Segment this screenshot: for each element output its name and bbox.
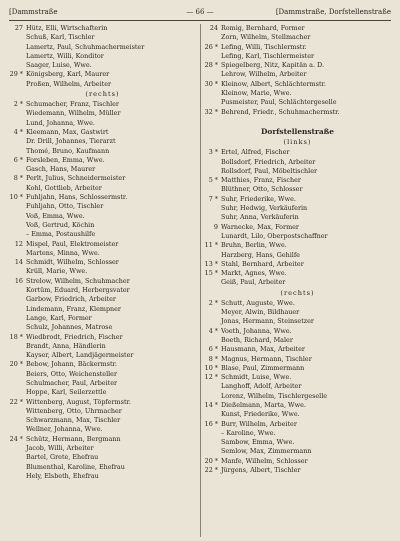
resident-text: Spiegelberg, Nitz, Kapitän a. D. bbox=[221, 61, 324, 70]
left-column bbox=[9, 24, 196, 537]
directory-entry bbox=[204, 327, 391, 336]
house-number: 5 * bbox=[208, 176, 218, 185]
resident-text: Romig, Bernhard, Former bbox=[221, 24, 305, 32]
directory-entry: Sambow, Emma, Wwe. bbox=[221, 438, 295, 447]
house-number: 28 * bbox=[204, 61, 218, 70]
directory-entry: Thomé, Bruno, Kaufmann bbox=[26, 146, 110, 155]
resident-text: Stahl, Bernhard, Arbeiter bbox=[221, 259, 304, 268]
house-number: 22 * bbox=[204, 466, 218, 475]
directory-entry: Wittenberg, Otto, Uhrmacher bbox=[26, 406, 122, 415]
house-number: 29 * bbox=[9, 70, 23, 79]
house-number: 20 * bbox=[9, 360, 23, 369]
directory-entry: Meyer, Alwin, Bildhauer bbox=[221, 308, 300, 317]
resident-text: Behrend, Friedr., Schuhmachermstr. bbox=[221, 107, 340, 116]
page-header bbox=[9, 6, 391, 19]
directory-entry: – Emma, Postaushilfe bbox=[26, 230, 96, 239]
directory-entry: Fuhljahn, Otto, Tischler bbox=[26, 202, 104, 211]
house-number: 6 * bbox=[13, 155, 23, 164]
directory-entry: Semlow, Max, Zimmermann bbox=[221, 447, 312, 456]
directory-entry: Jacob, Willi, Arbeiter bbox=[26, 444, 94, 453]
resident-text: Schütz, Hermann, Bergmann bbox=[26, 434, 121, 443]
house-number: 11 * bbox=[204, 241, 218, 250]
page-number: — 66 — bbox=[186, 8, 214, 16]
resident-text: Wittenberg, August, Töpfermstr. bbox=[26, 397, 131, 406]
directory-entry: Krüll, Marie, Wwe. bbox=[26, 267, 88, 276]
directory-entry bbox=[204, 148, 391, 157]
resident-text: Dießelmann, Marta, Wwe. bbox=[221, 400, 306, 409]
resident-text: Kleemann, Max, Gastwirt bbox=[26, 127, 109, 136]
resident-text: Hütz, Elli, Wirtschafterin bbox=[26, 24, 108, 32]
house-number: 6 * bbox=[208, 345, 218, 354]
house-number: 3 * bbox=[208, 148, 218, 157]
directory-entry bbox=[204, 108, 391, 117]
directory-entry: – Karoline, Wwe. bbox=[221, 428, 276, 437]
directory-entry: Harzberg, Hans, Gehilfe bbox=[221, 250, 300, 259]
directory-entry bbox=[204, 223, 391, 232]
directory-entry bbox=[9, 193, 196, 202]
directory-entry: Martens, Minna, Wwe. bbox=[26, 248, 100, 257]
resident-text: Schumacher, Franz, Tischler bbox=[26, 100, 119, 109]
spacer bbox=[204, 117, 391, 126]
resident-text: Forsleben, Emma, Wwe. bbox=[26, 155, 105, 164]
resident-text: Bebow, Johann, Bäckermstr. bbox=[26, 360, 117, 369]
directory-entry: Langhoff, Adolf, Arbeiter bbox=[221, 382, 302, 391]
house-number: 18 * bbox=[9, 332, 23, 341]
resident-text: Matthies, Franz, Fischer bbox=[221, 176, 301, 185]
header-rule bbox=[9, 20, 391, 21]
directory-entry: Hoppe, Karl, Seilerzettle bbox=[26, 388, 107, 397]
resident-text: Voeth, Johanna, Wwe. bbox=[221, 326, 292, 335]
directory-entry bbox=[204, 457, 391, 466]
directory-entry: Pusmeister, Paul, Schlächtergeselle bbox=[221, 98, 337, 107]
directory-entry: Bartel, Grete, Ehefrau bbox=[26, 453, 99, 462]
resident-text: Kleinow, Albert, Schlächtermstr. bbox=[221, 79, 326, 88]
directory-entry bbox=[9, 333, 196, 342]
columns bbox=[9, 24, 391, 537]
directory-entry: Kleinow, Marie, Wwe. bbox=[221, 89, 292, 98]
directory-entry: Garbow, Friedrich, Arbeiter bbox=[26, 295, 116, 304]
directory-entry bbox=[204, 43, 391, 52]
resident-text: Suhr, Friederike, Wwe. bbox=[221, 194, 296, 203]
directory-entry: Lund, Johanna, Wwe. bbox=[26, 118, 95, 127]
house-number: 2 * bbox=[208, 298, 218, 307]
street-heading: Dorfstellenstraße bbox=[261, 127, 334, 137]
house-number: 10 * bbox=[9, 193, 23, 202]
directory-entry: Saager, Luise, Wwe. bbox=[26, 61, 92, 70]
directory-entry: Schulmacher, Paul, Arbeiter bbox=[26, 378, 118, 387]
header-left: [Dammstraße bbox=[9, 8, 58, 16]
house-number: 30 * bbox=[204, 79, 218, 88]
directory-entry: Lorenz, Wilhelm, Tischlergeselle bbox=[221, 391, 328, 400]
directory-entry bbox=[204, 195, 391, 204]
directory-entry: Boeth, Richard, Maler bbox=[221, 335, 293, 344]
house-number: 20 * bbox=[204, 456, 218, 465]
resident-text: Hausmann, Max, Arbeiter bbox=[221, 345, 305, 354]
directory-entry bbox=[204, 355, 391, 364]
directory-entry bbox=[204, 364, 391, 373]
directory-entry bbox=[9, 398, 196, 407]
resident-text: Markt, Agnes, Wwe. bbox=[221, 269, 287, 278]
directory-entry: Schwarzmann, Max, Tischler bbox=[26, 416, 121, 425]
resident-text: Lefing, Willi, Tischlermstr. bbox=[221, 42, 307, 51]
resident-text: Mispel, Paul, Elektromeister bbox=[26, 239, 119, 248]
house-number: 26 * bbox=[204, 42, 218, 51]
house-number: 12 * bbox=[204, 373, 218, 382]
house-number: 9 bbox=[213, 222, 218, 231]
directory-entry: Lamertz, Paul, Schuhmachermeister bbox=[26, 42, 145, 51]
directory-entry: Lange, Karl, Former bbox=[26, 313, 92, 322]
directory-entry: Lehrow, Wilhelm, Arbeiter bbox=[221, 70, 307, 79]
directory-entry: Schuß, Karl, Tischler bbox=[26, 33, 95, 42]
directory-entry: Suhr, Anna, Verkäuferin bbox=[221, 213, 299, 222]
directory-entry: Kohl, Gottlieb, Arbeiter bbox=[26, 183, 102, 192]
house-number: 2 * bbox=[13, 100, 23, 109]
directory-entry: Bollsdorf, Friedrich, Arbeiter bbox=[221, 157, 316, 166]
house-number: 4 * bbox=[208, 326, 218, 335]
resident-text: Bruhn, Berlin, Wwe. bbox=[221, 241, 287, 250]
directory-entry: Geiß, Paul, Arbeiter bbox=[221, 278, 286, 287]
directory-entry: Blumenthal, Karoline, Ehefrau bbox=[26, 462, 125, 471]
side-heading: (rechts) bbox=[85, 90, 120, 99]
directory-entry: Voß, Gertrud, Köchin bbox=[26, 220, 95, 229]
directory-entry: Voß, Emma, Wwe. bbox=[26, 211, 85, 220]
directory-entry bbox=[204, 269, 391, 278]
house-number: 13 * bbox=[204, 259, 218, 268]
directory-entry bbox=[204, 80, 391, 89]
directory-entry bbox=[9, 24, 196, 33]
directory-entry bbox=[204, 260, 391, 269]
side-heading: (rechts) bbox=[280, 288, 315, 297]
directory-entry bbox=[9, 258, 196, 267]
directory-entry bbox=[204, 176, 391, 185]
directory-entry bbox=[9, 70, 196, 79]
directory-entry: Lindemann, Franz, Klempner bbox=[26, 304, 121, 313]
directory-entry bbox=[204, 373, 391, 382]
house-number: 14 bbox=[14, 258, 23, 267]
directory-entry: Wellner, Johanna, Wwe. bbox=[26, 425, 103, 434]
directory-entry: Gasch, Hans, Maurer bbox=[26, 165, 96, 174]
directory-entry: Wiedemann, Wilhelm, Müller bbox=[26, 109, 121, 118]
house-number: 8 * bbox=[13, 174, 23, 183]
directory-entry: Rollsdorf, Paul, Möbeltischler bbox=[221, 166, 318, 175]
directory-entry bbox=[9, 277, 196, 286]
house-number: 16 * bbox=[204, 419, 218, 428]
resident-text: Wiedbrodt, Friedrich, Fischer bbox=[26, 332, 123, 341]
directory-entry: Jonas, Hermann, Steinsetzer bbox=[221, 317, 314, 326]
resident-text: Burr, Wilhelm, Arbeiter bbox=[221, 419, 297, 428]
house-number: 27 bbox=[14, 24, 23, 32]
house-number: 15 * bbox=[204, 269, 218, 278]
house-number: 8 * bbox=[208, 354, 218, 363]
resident-text: Schmidt, Wilhelm, Schlosser bbox=[26, 258, 119, 267]
directory-entry: Dr. Drill, Johannes, Tierarzt bbox=[26, 137, 116, 146]
house-number: 32 * bbox=[204, 107, 218, 116]
resident-text: Strelow, Wilhelm, Schuhmacher bbox=[26, 276, 130, 285]
directory-entry: Suhr, Hedwig, Verkäuferin bbox=[221, 204, 308, 213]
directory-entry bbox=[204, 345, 391, 354]
resident-text: Schutt, Auguste, Wwe. bbox=[221, 298, 295, 307]
directory-entry bbox=[204, 24, 391, 33]
directory-entry bbox=[9, 156, 196, 165]
side-heading: (links) bbox=[283, 138, 312, 147]
column-divider bbox=[200, 24, 201, 537]
directory-entry bbox=[9, 100, 196, 109]
resident-text: Blase, Paul, Zimmermann bbox=[221, 363, 305, 372]
directory-entry bbox=[9, 174, 196, 183]
directory-entry: Hely, Elsbeth, Ehefrau bbox=[26, 471, 99, 480]
resident-text: Magnus, Hermann, Tischler bbox=[221, 354, 312, 363]
directory-entry: Zorn, Wilhelm, Stellmacher bbox=[221, 33, 311, 42]
directory-entry: Schulz, Johannes, Matrose bbox=[26, 323, 113, 332]
directory-entry bbox=[204, 401, 391, 410]
resident-text: Ertel, Alfred, Fischer bbox=[221, 148, 290, 157]
resident-text: Warnecke, Max, Former bbox=[221, 222, 299, 231]
directory-entry bbox=[9, 240, 196, 249]
resident-text: Fuhljahn, Hans, Schlossermstr. bbox=[26, 193, 128, 202]
directory-entry bbox=[9, 128, 196, 137]
house-number: 24 * bbox=[9, 434, 23, 443]
directory-entry bbox=[204, 466, 391, 475]
header-right: [Dammstraße, Dorfstellenstraße bbox=[275, 8, 391, 16]
house-number: 14 * bbox=[204, 400, 218, 409]
house-number: 7 * bbox=[208, 194, 218, 203]
house-number: 4 * bbox=[13, 127, 23, 136]
house-number: 16 bbox=[14, 276, 23, 285]
directory-entry bbox=[204, 241, 391, 250]
directory-entry: Kunst, Friederike, Wwe. bbox=[221, 410, 300, 419]
directory-entry: Lefing, Karl, Tischlermeister bbox=[221, 51, 315, 60]
directory-entry bbox=[204, 61, 391, 70]
directory-entry bbox=[204, 420, 391, 429]
directory-entry: Proßen, Wilhelm, Arbeiter bbox=[26, 79, 112, 88]
resident-text: Schmidt, Luise, Wwe. bbox=[221, 373, 292, 382]
directory-entry: Kayser, Albert, Landjägermeister bbox=[26, 351, 134, 360]
directory-entry bbox=[204, 299, 391, 308]
resident-text: Jürgens, Albert, Tischler bbox=[221, 466, 301, 475]
directory-entry: Lunardt, Lilo, Oberpostschaffner bbox=[221, 231, 328, 240]
directory-entry bbox=[9, 435, 196, 444]
directory-entry: Brandt, Anna, Händlerin bbox=[26, 341, 106, 350]
house-number: 22 * bbox=[9, 397, 23, 406]
directory-entry: Beiers, Otto, Weichensteller bbox=[26, 369, 118, 378]
directory-entry: Kortüm, Eduard, Herbergsvater bbox=[26, 286, 130, 295]
resident-text: Manfe, Wilhelm, Schlosser bbox=[221, 456, 308, 465]
directory-entry: Lamertz, Willi, Konditor bbox=[26, 51, 104, 60]
house-number: 12 bbox=[14, 239, 23, 248]
directory-entry: Blüthner, Otto, Schlosser bbox=[221, 185, 303, 194]
directory-entry bbox=[9, 360, 196, 369]
right-column bbox=[204, 24, 391, 537]
house-number: 10 * bbox=[204, 363, 218, 372]
house-number: 24 bbox=[209, 24, 218, 32]
resident-text: Perlt, Julius, Schneidermeister bbox=[26, 174, 126, 183]
resident-text: Königsberg, Karl, Maurer bbox=[26, 70, 110, 79]
